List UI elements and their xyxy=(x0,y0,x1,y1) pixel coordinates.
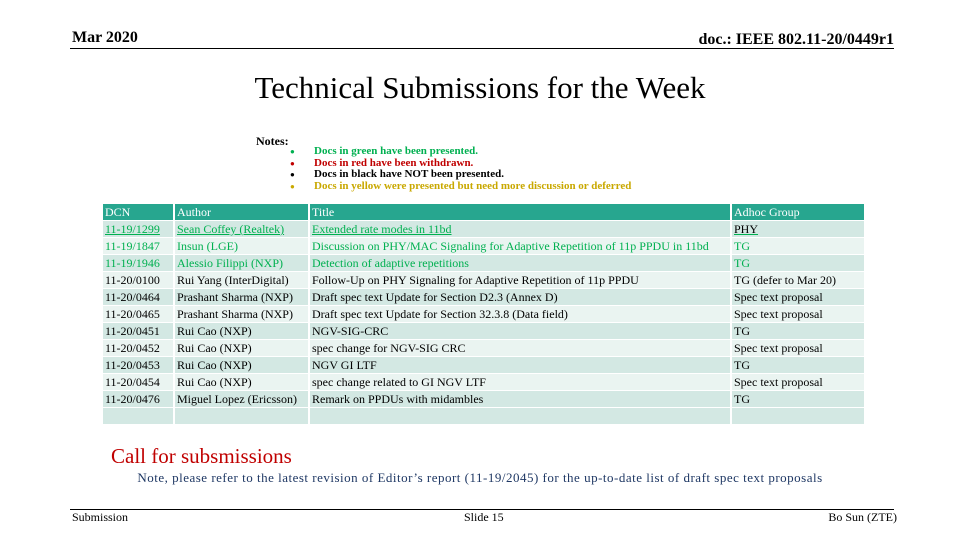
cell-title: Discussion on PHY/MAC Signaling for Adaptive Repetition of 11p PPDU in 11bd xyxy=(309,238,731,255)
column-header-author: Author xyxy=(174,204,309,221)
call-for-submissions: Call for subsmissions xyxy=(111,444,292,468)
table-row xyxy=(103,272,865,289)
footer-submission: Submission xyxy=(72,510,129,524)
table-row xyxy=(103,391,865,408)
cell-author: Rui Cao (NXP) xyxy=(174,357,309,374)
cell-dcn: 11-20/0453 xyxy=(103,357,174,374)
cell-title: spec change related to GI NGV LTF xyxy=(309,374,731,391)
cell-author: Alessio Filippi (NXP) xyxy=(174,255,309,272)
cell-author: Rui Cao (NXP) xyxy=(174,374,309,391)
cell-author: Rui Yang (InterDigital) xyxy=(174,272,309,289)
cell-author: Miguel Lopez (Ericsson) xyxy=(174,391,309,408)
cell-group: TG (defer to Mar 20) xyxy=(731,272,865,289)
header-divider xyxy=(70,48,894,49)
slide-number: Slide 15 xyxy=(464,510,504,524)
cell-group: TG xyxy=(731,238,865,255)
table-row xyxy=(103,357,865,374)
cell-author: Rui Cao (NXP) xyxy=(174,340,309,357)
cell-title: NGV-SIG-CRC xyxy=(309,323,731,340)
cell-author: Rui Cao (NXP) xyxy=(174,323,309,340)
cell-group: Spec text proposal xyxy=(731,306,865,323)
notes-list xyxy=(290,146,631,192)
cell-author: Insun (LGE) xyxy=(174,238,309,255)
column-header-dcn: DCN xyxy=(103,204,174,221)
table-header-row xyxy=(103,204,865,221)
note-text: Docs in green have been presented. xyxy=(314,145,478,157)
footer-author: Bo Sun (ZTE) xyxy=(828,510,897,524)
cell-empty xyxy=(309,408,731,425)
table-row xyxy=(103,255,865,272)
cell-author: Sean Coffey (Realtek) xyxy=(174,221,309,238)
note-text: Docs in black have NOT been presented. xyxy=(314,168,504,180)
table-row xyxy=(103,289,865,306)
cell-author: Prashant Sharma (NXP) xyxy=(174,289,309,306)
table-row xyxy=(103,340,865,357)
bullet-icon: ● xyxy=(290,170,295,179)
table-row xyxy=(103,323,865,340)
cell-dcn: 11-19/1299 xyxy=(103,221,174,238)
slide-title: Technical Submissions for the Week xyxy=(254,70,706,105)
table-row xyxy=(103,238,865,255)
cell-dcn: 11-20/0476 xyxy=(103,391,174,408)
cell-dcn: 11-20/0452 xyxy=(103,340,174,357)
cell-group: TG xyxy=(731,391,865,408)
cell-title: Follow-Up on PHY Signaling for Adaptive Repetition of 11p PPDU xyxy=(309,272,731,289)
cell-dcn: 11-19/1946 xyxy=(103,255,174,272)
cell-dcn: 11-20/0464 xyxy=(103,289,174,306)
cell-group: PHY xyxy=(731,221,865,238)
cell-group: Spec text proposal xyxy=(731,340,865,357)
cell-title: Detection of adaptive repetitions xyxy=(309,255,731,272)
bullet-icon: ● xyxy=(290,181,295,191)
table-row-empty xyxy=(103,408,865,425)
cell-empty xyxy=(731,408,865,425)
bullet-icon: ● xyxy=(290,158,295,168)
cell-author: Prashant Sharma (NXP) xyxy=(174,306,309,323)
cell-title: Draft spec text Update for Section 32.3.8 (Data field) xyxy=(309,306,731,323)
cell-group: Spec text proposal xyxy=(731,374,865,391)
cell-dcn: 11-20/0465 xyxy=(103,306,174,323)
cell-dcn: 11-19/1847 xyxy=(103,238,174,255)
editor-report-note: Note, please refer to the latest revision of Editor’s report (11-19/2045) for the up-to-date list of draft spec text proposals xyxy=(137,470,823,485)
note-text: Docs in red have been withdrawn. xyxy=(314,156,474,169)
cell-group: TG xyxy=(731,255,865,272)
cell-title: spec change for NGV-SIG CRC xyxy=(309,340,731,357)
header-date: Mar 2020 xyxy=(72,29,138,46)
table-row xyxy=(103,221,865,238)
column-header-group: Adhoc Group xyxy=(731,204,865,221)
cell-dcn: 11-20/0454 xyxy=(103,374,174,391)
table-row xyxy=(103,306,865,323)
cell-title: Draft spec text Update for Section D2.3 (Annex D) xyxy=(309,289,731,306)
notes-label: Notes: xyxy=(256,134,289,148)
table-row xyxy=(103,374,865,391)
note-text: Docs in yellow were presented but need more discussion or deferred xyxy=(314,179,632,192)
cell-group: Spec text proposal xyxy=(731,289,865,306)
cell-title: NGV GI LTF xyxy=(309,357,731,374)
cell-group: TG xyxy=(731,323,865,340)
cell-empty xyxy=(174,408,309,425)
cell-dcn: 11-20/0100 xyxy=(103,272,174,289)
header-doc-id: doc.: IEEE 802.11-20/0449r1 xyxy=(698,31,894,48)
cell-title: Remark on PPDUs with midambles xyxy=(309,391,731,408)
submissions-table xyxy=(103,204,866,425)
cell-dcn: 11-20/0451 xyxy=(103,323,174,340)
note-item xyxy=(290,181,631,193)
cell-empty xyxy=(103,408,174,425)
bullet-icon: ● xyxy=(290,147,295,156)
cell-group: TG xyxy=(731,357,865,374)
column-header-title: Title xyxy=(309,204,731,221)
cell-title: Extended rate modes in 11bd xyxy=(309,221,731,238)
